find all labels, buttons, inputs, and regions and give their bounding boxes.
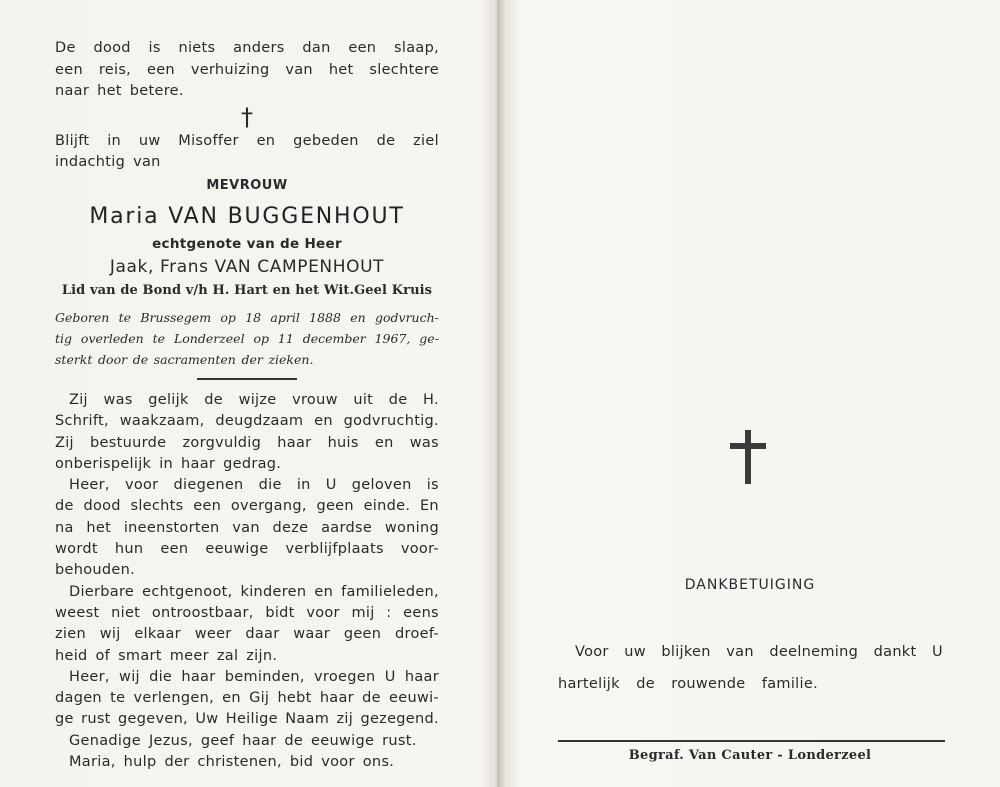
- word: niets: [178, 40, 216, 56]
- word: slaap,: [394, 40, 439, 56]
- word: en: [314, 413, 333, 430]
- word: 11: [277, 330, 294, 346]
- word: ontroostbaar,: [151, 604, 254, 621]
- word: gedrag.: [223, 455, 282, 472]
- title-label: MEVROUW: [206, 177, 288, 193]
- word: behouden.: [55, 562, 136, 579]
- thanks-heading: DANKBETUIGING: [684, 577, 816, 593]
- word: aardse: [321, 519, 373, 536]
- word: Londerzeel: [173, 330, 245, 346]
- word: zorgvuldig: [182, 434, 262, 451]
- word: rust: [81, 711, 111, 728]
- word: U: [384, 668, 396, 685]
- word: eens: [403, 604, 439, 621]
- word: was: [103, 391, 133, 408]
- word: droef-: [395, 626, 439, 643]
- word: eeuwige: [311, 732, 375, 749]
- word: bid: [289, 754, 314, 771]
- word: en: [350, 309, 366, 325]
- word: Naam: [285, 711, 330, 728]
- word: hun: [114, 541, 144, 558]
- center-fold: [497, 0, 499, 787]
- word: de: [132, 351, 149, 367]
- printer-credit: Begraf. Van Cauter - Londerzeel: [628, 748, 872, 763]
- word: ge-: [419, 330, 439, 346]
- word: wij: [119, 668, 140, 685]
- word: is: [148, 40, 161, 56]
- text-line: [55, 582, 439, 603]
- word: een: [146, 61, 175, 78]
- word: Brussegem: [140, 309, 212, 325]
- word: dankt: [873, 644, 917, 660]
- word: einde.: [363, 498, 411, 515]
- word: verblijfplaats: [285, 541, 384, 558]
- word: op: [220, 309, 236, 325]
- word: deelneming: [769, 644, 859, 660]
- word: een: [348, 40, 377, 56]
- word: echtgenoot,: [142, 583, 233, 600]
- word: geef: [200, 732, 235, 749]
- separator-line: [197, 378, 297, 380]
- word: in: [296, 477, 311, 494]
- word: weest: [55, 604, 100, 621]
- word: U: [325, 477, 337, 494]
- word: reis,: [98, 61, 132, 78]
- word: eeuwige: [205, 541, 269, 558]
- word: de: [388, 391, 408, 408]
- text-line: [55, 328, 439, 349]
- prayer-request: [55, 131, 439, 174]
- word: de: [204, 391, 223, 408]
- word: wijze: [238, 391, 277, 408]
- word: zal: [216, 647, 239, 664]
- word: voor: [321, 754, 355, 771]
- word: sterkt: [55, 351, 93, 367]
- word: Genadige: [69, 732, 141, 749]
- word: na: [55, 519, 74, 536]
- text-line: [55, 539, 439, 560]
- birth-death-info: [55, 307, 439, 370]
- text-line: [55, 307, 439, 328]
- word: die: [258, 477, 282, 494]
- word: de: [55, 498, 74, 515]
- word: van: [726, 644, 754, 660]
- word: H.: [423, 391, 439, 408]
- word: waakzaam,: [119, 413, 205, 430]
- text-line: [55, 688, 439, 709]
- word: geen: [316, 498, 354, 515]
- word: hartelijk: [558, 676, 620, 692]
- word: en: [374, 434, 394, 451]
- word: Blijft: [55, 132, 90, 149]
- word: de: [636, 676, 655, 692]
- word: ziel: [413, 132, 439, 149]
- word: het: [86, 519, 112, 536]
- word: En: [419, 498, 439, 515]
- text-line: [55, 667, 439, 688]
- word: en: [222, 690, 241, 707]
- word: Misoffer: [178, 132, 239, 149]
- word: godvruch-: [374, 309, 439, 325]
- word: eeuwi-: [389, 690, 439, 707]
- word: voor: [306, 604, 340, 621]
- word: en: [256, 132, 276, 149]
- text-line: [55, 433, 439, 454]
- word: zien: [55, 626, 86, 643]
- word: rouwende: [671, 676, 746, 692]
- word: U: [932, 644, 943, 660]
- word: 18: [245, 309, 262, 325]
- word: Maria,: [69, 754, 116, 771]
- word: hebt: [277, 690, 312, 707]
- word: indachtig: [55, 154, 126, 171]
- word: uit: [353, 391, 374, 408]
- word: dan: [302, 40, 331, 56]
- word: overgang,: [230, 498, 307, 515]
- text-line: [55, 411, 439, 432]
- word: onberispelijk: [55, 455, 152, 472]
- word: deze: [272, 519, 309, 536]
- text-line: [55, 131, 439, 153]
- word: december: [302, 330, 366, 346]
- membership-line: Lid van de Bond v/h H. Hart en het Wit.Geel Kruis: [61, 282, 433, 298]
- word: daar: [245, 626, 280, 643]
- word: sacramenten: [153, 351, 236, 367]
- word: familieleden,: [341, 583, 439, 600]
- word: De: [55, 40, 76, 56]
- word: 1967,: [374, 330, 411, 346]
- word: Voor: [575, 644, 609, 660]
- word: is: [426, 477, 439, 494]
- text-line: [55, 518, 439, 539]
- word: voor-: [400, 541, 439, 558]
- latin-cross-icon: [730, 430, 766, 484]
- deceased-name: Maria VAN BUGGENHOUT: [89, 203, 405, 229]
- word: uw: [624, 644, 646, 660]
- text-line: [55, 60, 439, 82]
- word: 1888: [309, 309, 341, 325]
- word: wij: [99, 626, 121, 643]
- word: Zij: [69, 391, 88, 408]
- cross-icon: †: [241, 102, 253, 131]
- word: christenen,: [197, 754, 282, 771]
- word: zij: [336, 711, 354, 728]
- word: Gij: [249, 690, 270, 707]
- word: van: [133, 154, 161, 171]
- word: rust.: [382, 732, 417, 749]
- word: zijn.: [246, 647, 278, 664]
- word: woning: [384, 519, 439, 536]
- word: ge: [55, 711, 74, 728]
- word: deugdzaam: [215, 413, 304, 430]
- word: in: [107, 132, 122, 149]
- footer-rule: [558, 740, 945, 742]
- eulogy-text: [55, 390, 439, 773]
- text-line: [55, 646, 439, 667]
- text-line: [55, 560, 439, 581]
- word: :: [386, 604, 392, 621]
- word: Schrift,: [55, 413, 109, 430]
- word: het: [328, 61, 354, 78]
- word: in: [159, 455, 174, 472]
- word: haar: [319, 690, 354, 707]
- word: een: [160, 541, 189, 558]
- word: gezegend.: [360, 711, 439, 728]
- thanks-text-line: [575, 642, 943, 664]
- word: een: [55, 61, 83, 78]
- text-line: [55, 752, 439, 773]
- word: de: [284, 732, 304, 749]
- word: naar: [55, 83, 90, 100]
- word: verlengen,: [133, 690, 214, 707]
- word: een: [193, 498, 222, 515]
- intro-quote: [55, 38, 439, 103]
- word: waar: [293, 626, 331, 643]
- text-line: [55, 390, 439, 411]
- word: door: [98, 351, 128, 367]
- word: Jezus,: [148, 732, 193, 749]
- word: gebeden: [293, 132, 359, 149]
- word: heid: [55, 647, 88, 664]
- word: Uw: [195, 711, 219, 728]
- word: anders: [233, 40, 285, 56]
- word: Heilige: [225, 711, 278, 728]
- spouse-label: echtgenote van de Heer: [152, 235, 342, 252]
- word: bidt: [265, 604, 295, 621]
- word: de: [362, 690, 381, 707]
- text-line: [55, 624, 439, 645]
- word: diegenen: [173, 477, 244, 494]
- word: op: [253, 330, 269, 346]
- word: gegeven,: [118, 711, 188, 728]
- text-line: [55, 454, 439, 475]
- word: verhuizing: [190, 61, 270, 78]
- word: te: [152, 330, 166, 346]
- word: vroegen: [314, 668, 376, 685]
- word: en: [314, 583, 334, 600]
- word: van: [232, 519, 260, 536]
- word: der: [241, 351, 263, 367]
- text-line: [55, 475, 439, 496]
- word: vrouw: [292, 391, 338, 408]
- word: elkaar: [134, 626, 181, 643]
- word: voor: [124, 477, 159, 494]
- text-line: [55, 349, 439, 370]
- word: dagen: [55, 690, 102, 707]
- word: die: [149, 668, 173, 685]
- word: gelijk: [148, 391, 189, 408]
- text-line: [55, 603, 439, 624]
- word: Zij: [55, 434, 74, 451]
- word: zieken.: [268, 351, 314, 367]
- text-line: [55, 38, 439, 60]
- word: der: [164, 754, 190, 771]
- word: geen: [343, 626, 382, 643]
- left-panel: [55, 38, 439, 773]
- word: wordt: [55, 541, 98, 558]
- word: slechts: [130, 498, 184, 515]
- word: smart: [118, 647, 162, 664]
- word: ineenstorten: [123, 519, 220, 536]
- word: huis: [327, 434, 359, 451]
- word: de: [376, 132, 396, 149]
- word: hulp: [123, 754, 157, 771]
- word: slechtere: [369, 61, 439, 78]
- word: haar: [181, 455, 216, 472]
- word: beminden,: [224, 668, 305, 685]
- word: haar: [277, 434, 312, 451]
- text-line: [55, 81, 439, 103]
- word: blijken: [661, 644, 711, 660]
- word: overleden: [80, 330, 144, 346]
- word: niet: [111, 604, 141, 621]
- word: Heer,: [69, 477, 110, 494]
- word: Dierbare: [69, 583, 135, 600]
- word: mij: [351, 604, 375, 621]
- word: betere.: [129, 83, 184, 100]
- word: kinderen: [240, 583, 307, 600]
- word: geloven: [351, 477, 412, 494]
- word: uw: [138, 132, 161, 149]
- word: godvruchtig.: [343, 413, 439, 430]
- text-line: [55, 709, 439, 730]
- right-panel: [555, 0, 945, 787]
- word: haar: [181, 668, 216, 685]
- word: dood: [83, 498, 121, 515]
- word: tig: [55, 330, 73, 346]
- text-line: [55, 496, 439, 517]
- text-line: [55, 731, 439, 752]
- word: het: [97, 83, 122, 100]
- word: weer: [194, 626, 232, 643]
- word: ons.: [362, 754, 395, 771]
- spouse-name: Jaak, Frans VAN CAMPENHOUT: [109, 256, 385, 277]
- word: of: [95, 647, 111, 664]
- thanks-text-line: [558, 674, 818, 696]
- word: bestuurde: [90, 434, 167, 451]
- word: haar: [404, 668, 439, 685]
- word: was: [409, 434, 439, 451]
- word: Geboren: [55, 309, 110, 325]
- word: familie.: [761, 676, 818, 692]
- word: Heer,: [69, 668, 110, 685]
- word: haar: [242, 732, 277, 749]
- word: te: [118, 309, 132, 325]
- word: te: [110, 690, 126, 707]
- word: dood: [93, 40, 131, 56]
- word: april: [270, 309, 300, 325]
- word: meer: [169, 647, 209, 664]
- text-line: [55, 152, 439, 174]
- word: van: [285, 61, 313, 78]
